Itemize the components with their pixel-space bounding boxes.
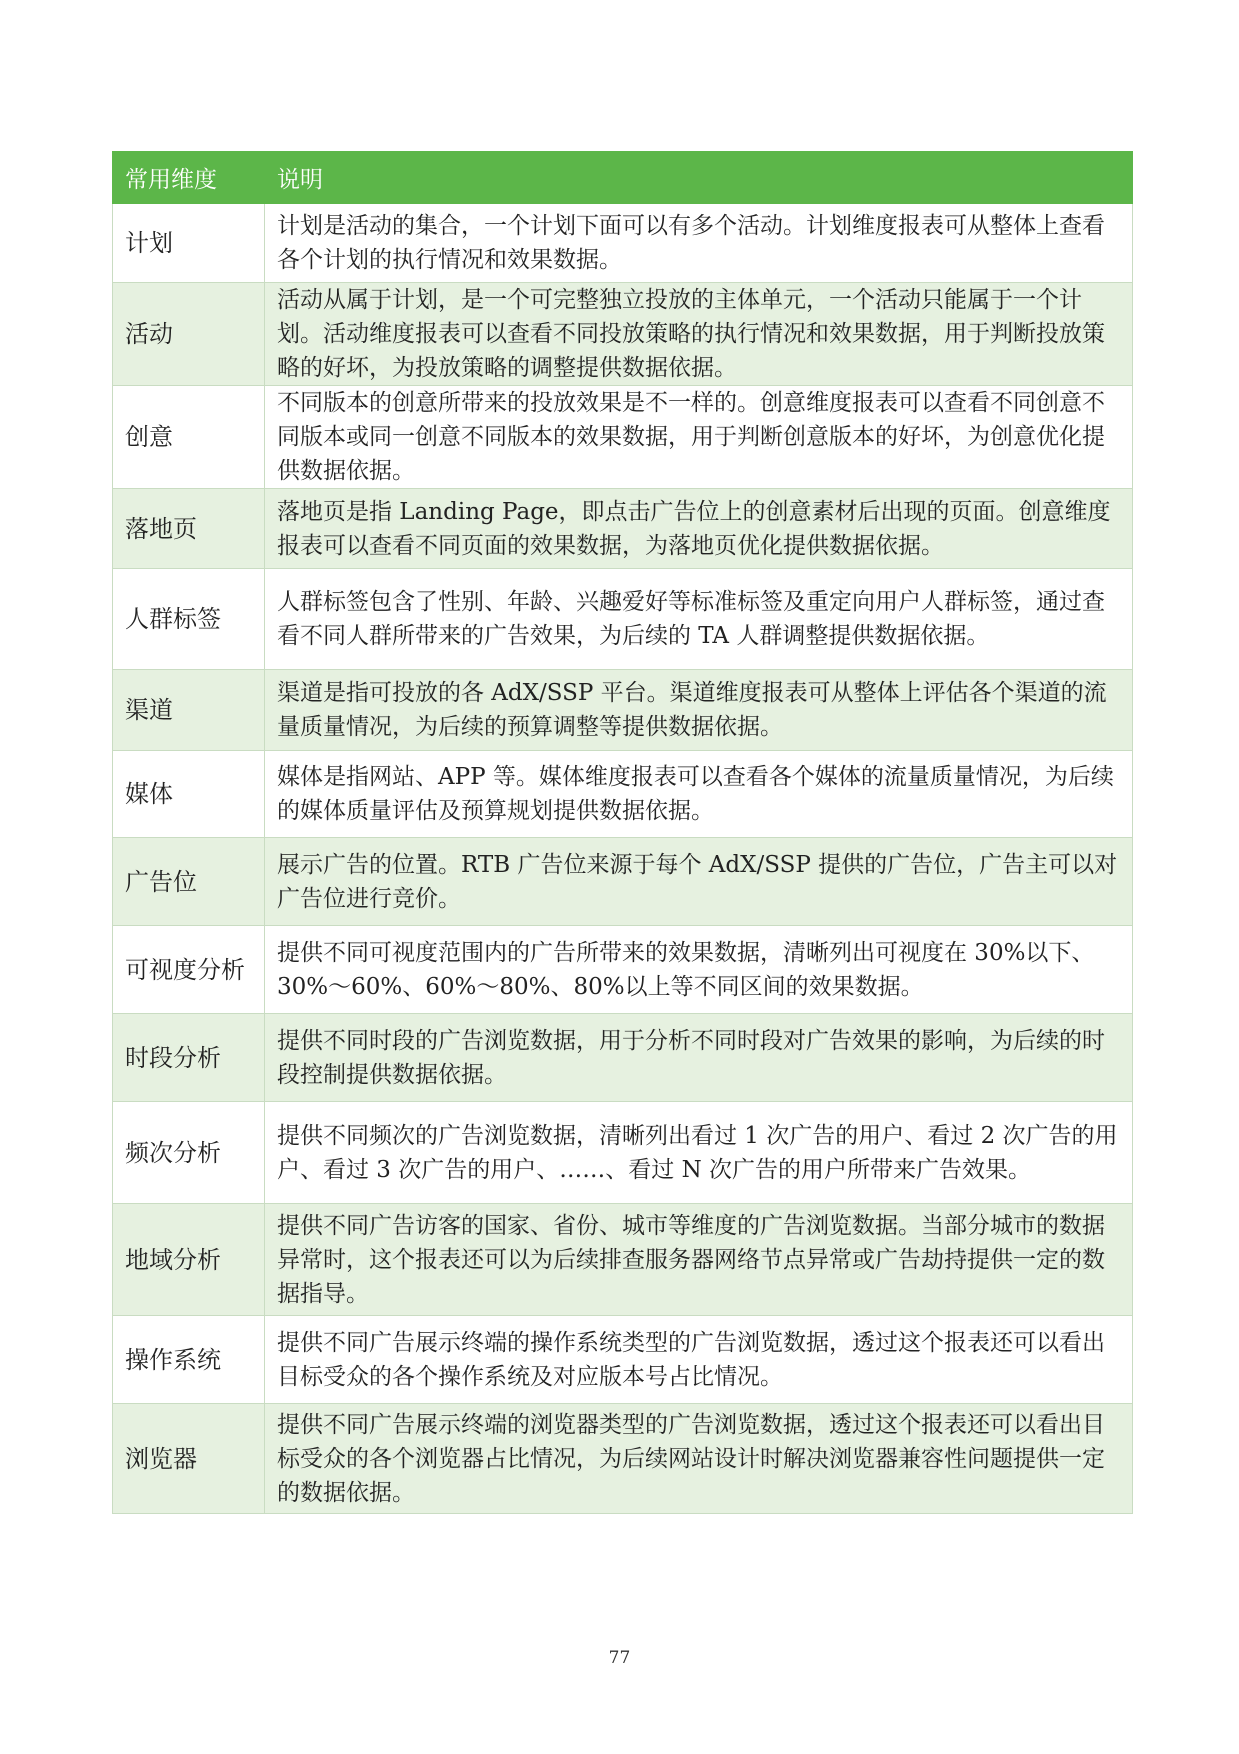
description-cell: 提供不同广告展示终端的操作系统类型的广告浏览数据，透过这个报表还可以看出目标受众的各个操作系统及对应版本号占比情况。	[265, 1316, 1133, 1404]
dimension-cell: 人群标签	[113, 569, 265, 670]
table-row	[113, 838, 1133, 926]
description-cell: 展示广告的位置。RTB 广告位来源于每个 AdX/SSP 提供的广告位，广告主可以对广告位进行竞价。	[265, 838, 1133, 926]
table-row	[113, 386, 1133, 489]
table-row	[113, 1204, 1133, 1316]
dimension-cell: 创意	[113, 386, 265, 489]
table-row	[113, 751, 1133, 838]
header-dimension: 常用维度	[113, 152, 265, 204]
dimension-cell: 落地页	[113, 489, 265, 569]
dimension-cell: 操作系统	[113, 1316, 265, 1404]
description-cell: 计划是活动的集合，一个计划下面可以有多个活动。计划维度报表可从整体上查看各个计划的执行情况和效果数据。	[265, 204, 1133, 283]
description-cell: 活动从属于计划，是一个可完整独立投放的主体单元，一个活动只能属于一个计划。活动维度报表可以查看不同投放策略的执行情况和效果数据，用于判断投放策略的好坏，为投放策略的调整提供数据依据。	[265, 283, 1133, 386]
dimension-cell: 渠道	[113, 670, 265, 751]
table-row	[113, 670, 1133, 751]
table-row	[113, 283, 1133, 386]
description-cell: 渠道是指可投放的各 AdX/SSP 平台。渠道维度报表可从整体上评估各个渠道的流量质量情况，为后续的预算调整等提供数据依据。	[265, 670, 1133, 751]
table-header-row	[113, 152, 1133, 204]
description-cell: 落地页是指 Landing Page，即点击广告位上的创意素材后出现的页面。创意维度报表可以查看不同页面的效果数据，为落地页优化提供数据依据。	[265, 489, 1133, 569]
description-cell: 人群标签包含了性别、年龄、兴趣爱好等标准标签及重定向用户人群标签，通过查看不同人群所带来的广告效果，为后续的 TA 人群调整提供数据依据。	[265, 569, 1133, 670]
table-row	[113, 926, 1133, 1014]
description-cell: 不同版本的创意所带来的投放效果是不一样的。创意维度报表可以查看不同创意不同版本或同一创意不同版本的效果数据，用于判断创意版本的好坏，为创意优化提供数据依据。	[265, 386, 1133, 489]
page-number: 77	[608, 1648, 631, 1668]
dimension-cell: 时段分析	[113, 1014, 265, 1102]
dimension-cell: 媒体	[113, 751, 265, 838]
dimension-cell: 活动	[113, 283, 265, 386]
dimension-cell: 地域分析	[113, 1204, 265, 1316]
table-row	[113, 489, 1133, 569]
dimension-cell: 广告位	[113, 838, 265, 926]
table-row	[113, 569, 1133, 670]
description-cell: 提供不同可视度范围内的广告所带来的效果数据，清晰列出可视度在 30%以下、30%～60%、60%～80%、80%以上等不同区间的效果数据。	[265, 926, 1133, 1014]
description-cell: 提供不同时段的广告浏览数据，用于分析不同时段对广告效果的影响，为后续的时段控制提供数据依据。	[265, 1014, 1133, 1102]
table-row	[113, 204, 1133, 283]
description-cell: 提供不同广告展示终端的浏览器类型的广告浏览数据，透过这个报表还可以看出目标受众的各个浏览器占比情况，为后续网站设计时解决浏览器兼容性问题提供一定的数据依据。	[265, 1404, 1133, 1514]
table-row	[113, 1014, 1133, 1102]
description-cell: 提供不同频次的广告浏览数据，清晰列出看过 1 次广告的用户、看过 2 次广告的用户、看过 3 次广告的用户、……、看过 N 次广告的用户所带来广告效果。	[265, 1102, 1133, 1204]
table-row	[113, 1102, 1133, 1204]
dimension-cell: 频次分析	[113, 1102, 265, 1204]
dimension-cell: 计划	[113, 204, 265, 283]
description-cell: 媒体是指网站、APP 等。媒体维度报表可以查看各个媒体的流量质量情况，为后续的媒体质量评估及预算规划提供数据依据。	[265, 751, 1133, 838]
dimension-cell: 浏览器	[113, 1404, 265, 1514]
table-row	[113, 1316, 1133, 1404]
dimensions-table	[112, 151, 1133, 1514]
dimension-cell: 可视度分析	[113, 926, 265, 1014]
description-cell: 提供不同广告访客的国家、省份、城市等维度的广告浏览数据。当部分城市的数据异常时，这个报表还可以为后续排查服务器网络节点异常或广告劫持提供一定的数据指导。	[265, 1204, 1133, 1316]
header-description: 说明	[265, 152, 1133, 204]
table-row	[113, 1404, 1133, 1514]
